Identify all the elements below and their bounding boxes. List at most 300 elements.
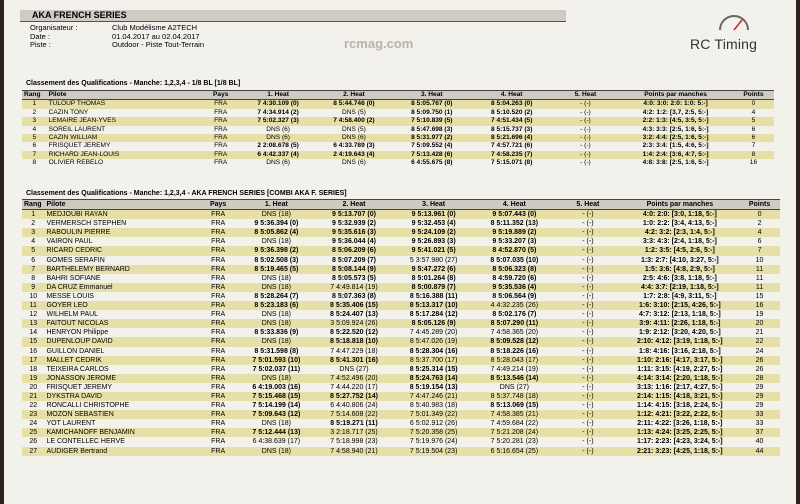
cell-h1: 9 5:36.398 (2) (254, 247, 299, 255)
cell-points: 3:2: 4:4: [2:5, 1:6, 5:-] (642, 134, 709, 142)
cell-pilot: BARTHELEMY BERNARD (46, 265, 130, 273)
cell-points: 2:11: 4:22: [3:26, 1:18, 5:-] (637, 420, 723, 428)
column-header-h5: 5. Heat (553, 91, 619, 100)
cell-rank: 17 (29, 356, 38, 364)
cell-h3: 8 5:40.983 (18) (409, 402, 458, 410)
cell-h1: DNS (18) (261, 374, 291, 382)
cell-points: 1:9: 2:12: [3:20, 4:20, 5:-] (638, 329, 721, 337)
cell-pilot: JONASSON JEROME (46, 374, 117, 382)
cell-total: 26 (755, 356, 764, 364)
cell-h4: 8 5:09.528 (12) (490, 338, 539, 346)
cell-h2: 7 4:58.940 (21) (330, 447, 378, 455)
table-row (22, 428, 780, 437)
column-header-h3: 3. Heat (393, 91, 471, 100)
cell-h2: 8 5:07.209 (7) (332, 256, 376, 264)
table-row (22, 228, 780, 237)
cell-h1: DNS (6) (266, 125, 290, 133)
cell-h4: 8 5:21.696 (4) (490, 134, 533, 142)
cell-h1: 8 5:19.465 (5) (254, 265, 299, 273)
cell-points: 1:12: 4:21: [3:22, 2:22, 5:-] (637, 411, 723, 419)
cell-rank: 8 (31, 274, 36, 282)
cell-country: FRA (214, 125, 228, 133)
cell-points: 2:2: 1:3: [4:5, 3:5, 5:-] (642, 117, 709, 125)
cell-country: FRA (211, 292, 226, 300)
cell-h1: DNS (18) (261, 447, 291, 455)
cell-h2: 3 5:09.924 (26) (330, 320, 378, 328)
cell-total: 6 (751, 125, 756, 133)
cell-h5: - (-) (582, 347, 594, 355)
table-row (22, 319, 780, 328)
cell-total: 19 (755, 311, 764, 319)
cell-h4: 6 5:16.654 (25) (490, 447, 539, 455)
cell-h1: 7 5:09.643 (12) (252, 411, 301, 419)
table-row (22, 274, 780, 283)
track-value: Outdoor - Piste Tout-Terrain (112, 40, 204, 50)
cell-rank: 13 (29, 320, 38, 328)
cell-h4: 7 4:59.684 (22) (490, 420, 539, 428)
cell-points: 4:8: 3:8: [2:5, 1:6, 5:-] (642, 159, 709, 167)
cell-h5: - (-) (582, 374, 594, 382)
cell-h5: - (-) (580, 125, 591, 133)
cell-h5: - (-) (580, 142, 591, 150)
cell-country: FRA (211, 211, 226, 219)
cell-h2: 7 4:44.220 (17) (330, 383, 378, 391)
cell-h5: - (-) (582, 420, 594, 428)
cell-h5: - (-) (582, 311, 594, 319)
table-row (22, 126, 774, 134)
cell-rank: 27 (29, 447, 38, 455)
results-table-combi-aka (22, 199, 780, 456)
cell-h3: 8 5:00.879 (7) (411, 283, 456, 291)
cell-points: 4:2: 3:2: [2:3, 1:4, 5:-] (644, 229, 715, 237)
cell-country: FRA (211, 283, 226, 291)
cell-country: FRA (214, 134, 228, 142)
column-header-h3: 3. Heat (394, 200, 474, 210)
table-row (22, 301, 780, 310)
cell-h3: 7 4:45.289 (20) (409, 329, 458, 337)
cell-rank: 16 (29, 347, 38, 355)
cell-total: 7 (757, 247, 762, 255)
cell-country: FRA (211, 420, 226, 428)
cell-h3: 8 5:09.750 (1) (411, 108, 453, 116)
cell-points: 1:2: 3:5: [4:5, 2:6, 5:-] (644, 247, 715, 255)
cell-rank: 20 (29, 383, 38, 391)
cell-h2: 6 4:40.806 (24) (330, 402, 378, 410)
cell-h4: 7 4:49.214 (19) (490, 365, 539, 373)
cell-country: FRA (211, 383, 226, 391)
cell-country: FRA (211, 274, 226, 282)
cell-total: 16 (749, 159, 758, 167)
cell-country: FRA (211, 311, 226, 319)
cell-h4: 7 4:51.434 (5) (490, 117, 533, 125)
cell-h2: 8 5:41.301 (16) (330, 356, 378, 364)
cell-h4: 8 5:13.546 (14) (490, 374, 539, 382)
cell-h3: 8 5:25.314 (15) (409, 365, 458, 373)
cell-rank: 2 (31, 220, 36, 228)
cell-h5: - (-) (582, 383, 594, 391)
cell-h3: 9 5:47.272 (6) (411, 265, 456, 273)
cell-h1: DNS (6) (266, 159, 290, 167)
cell-country: FRA (211, 329, 226, 337)
cell-h2: 2 4:19.643 (4) (333, 150, 375, 158)
cell-country: FRA (211, 320, 226, 328)
cell-h1: DNS (18) (261, 420, 291, 428)
cell-rank: 7 (32, 150, 37, 158)
cell-total: 6 (751, 134, 756, 142)
cell-rank: 4 (31, 238, 36, 246)
table-row (22, 210, 780, 220)
watermark-text: rcmag.com (344, 36, 414, 51)
cell-h1: 7 4:30.109 (0) (257, 100, 299, 108)
series-title: AKA FRENCH SERIES (32, 10, 127, 20)
cell-h2: DNS (27) (339, 365, 369, 373)
cell-h3: 8 5:17.284 (12) (409, 311, 458, 319)
cell-h3: 8 5:05.126 (9) (411, 320, 456, 328)
cell-h5: - (-) (582, 274, 594, 282)
cell-h1: DNS (18) (261, 311, 291, 319)
cell-country: FRA (211, 356, 226, 364)
cell-total: 24 (755, 347, 764, 355)
cell-h5: - (-) (582, 220, 594, 228)
cell-h2: 8 5:22.520 (12) (330, 329, 378, 337)
cell-points: 1:7: 2:8: [4:9, 3:11, 5:-] (643, 292, 717, 300)
cell-h1: DNS (18) (261, 283, 291, 291)
cell-h5: - (-) (582, 402, 594, 410)
cell-h2: 8 5:19.271 (11) (330, 420, 378, 428)
cell-rank: 12 (29, 311, 38, 319)
cell-country: FRA (211, 411, 226, 419)
cell-pilot: DA CRUZ Emmanuel (46, 283, 113, 291)
cell-total: 44 (755, 447, 764, 455)
cell-h3: 8 5:31.977 (2) (411, 134, 453, 142)
results-sheet (4, 0, 796, 504)
cell-points: 1:6: 3:10: [2:15, 4:26, 5:-] (638, 302, 721, 310)
cell-h4: 8 5:06.323 (8) (492, 265, 537, 273)
cell-h3: 8 5:24.763 (14) (409, 374, 458, 382)
cell-pilot: MALLET CEDRIK (46, 356, 102, 364)
cell-country: FRA (214, 100, 228, 108)
cell-rank: 24 (29, 420, 38, 428)
cell-h3: 7 5:19.976 (24) (409, 438, 458, 446)
cell-pilot: LE CONTELLEC HERVE (46, 438, 125, 446)
cell-rank: 26 (29, 438, 38, 446)
cell-h2: 8 5:06.209 (6) (332, 247, 376, 255)
table-row (22, 347, 780, 356)
cell-country: FRA (214, 117, 228, 125)
section1-title: Classement des Qualifications - Manche: 1,2,3,4 - 1/8 BL [1/8 BL] (26, 80, 241, 87)
cell-points: 1:10: 2:16: [4:17, 3:17, 5:-] (637, 356, 723, 364)
cell-h4: 9 5:35.536 (4) (492, 283, 537, 291)
cell-h2: 8 5:44.746 (0) (333, 100, 375, 108)
cell-country: FRA (214, 108, 228, 116)
cell-h5: - (-) (582, 365, 594, 373)
cell-h2: DNS (5) (342, 125, 366, 133)
cell-country: FRA (211, 429, 226, 437)
table-row (22, 437, 780, 446)
cell-rank: 4 (32, 125, 37, 133)
cell-total: 4 (751, 108, 756, 116)
cell-h4: 7 4:58.385 (21) (490, 411, 539, 419)
cell-h4: 9 5:33.207 (3) (492, 238, 537, 246)
column-header-pilot: Pilote (44, 200, 197, 210)
column-header-points: Points par manches (621, 200, 740, 210)
table-row (22, 392, 780, 401)
section2-title: Classement des Qualifications - Manche: 1,2,3,4 - AKA FRENCH SERIES [COMBI AKA F. SERIES] (26, 190, 347, 197)
cell-country: FRA (211, 229, 226, 237)
cell-h5: - (-) (582, 229, 594, 237)
cell-points: 2:21: 3:23: [4:25, 1:18, 5:-] (637, 447, 723, 455)
cell-points: 4:3: 3:3: [2:5, 1:6, 5:-] (642, 125, 709, 133)
cell-total: 0 (751, 100, 756, 108)
cell-rank: 22 (29, 402, 38, 410)
cell-h4: 8 5:02.176 (7) (492, 311, 537, 319)
cell-h1: 8 5:02.508 (3) (254, 256, 299, 264)
cell-h5: - (-) (582, 320, 594, 328)
cell-country: FRA (211, 438, 226, 446)
cell-h4: 7 4:58.235 (7) (490, 150, 533, 158)
cell-total: 7 (751, 142, 756, 150)
cell-h2: 7 4:47.229 (18) (330, 347, 378, 355)
cell-pilot: TEIXEIRA CARLOS (46, 365, 109, 373)
cell-h5: - (-) (582, 429, 594, 437)
cell-h5: - (-) (580, 150, 591, 158)
cell-h2: 8 5:08.144 (9) (332, 265, 376, 273)
cell-total: 0 (757, 211, 762, 219)
cell-h4: DNS (27) (499, 383, 529, 391)
cell-h1: DNS (18) (261, 211, 291, 219)
cell-h1: 7 5:15.468 (15) (252, 392, 301, 400)
table-row (22, 365, 780, 374)
cell-points: 3:3: 4:3: [2:4, 1:18, 5:-] (642, 238, 717, 246)
cell-pilot: GOMES SERAFIN (46, 256, 105, 264)
cell-h2: 8 5:24.407 (13) (330, 311, 378, 319)
cell-h4: 7 4:58.365 (20) (490, 329, 539, 337)
cell-pilot: VAIRON PAUL (46, 238, 93, 246)
cell-rank: 6 (31, 256, 36, 264)
cell-pilot: CAZIN TONY (48, 108, 89, 116)
cell-rank: 15 (29, 338, 38, 346)
cell-rank: 9 (31, 283, 36, 291)
cell-total: 10 (755, 256, 764, 264)
cell-h1: 8 5:28.264 (7) (254, 292, 299, 300)
cell-h5: - (-) (582, 438, 594, 446)
cell-pilot: RONCALLI CHRISTOPHE (46, 402, 130, 410)
cell-h4: 8 5:15.737 (3) (490, 125, 533, 133)
cell-h5: - (-) (582, 338, 594, 346)
cell-h2: DNS (5) (342, 108, 366, 116)
cell-h4: 9 5:07.443 (0) (492, 211, 537, 219)
cell-h1: DNS (18) (261, 338, 291, 346)
cell-pilot: SOREIL LAURENT (48, 125, 106, 133)
cell-h3: 8 5:47.026 (19) (409, 338, 458, 346)
cell-h1: 7 5:02.037 (11) (252, 365, 301, 373)
cell-country: FRA (214, 159, 228, 167)
cell-h4: 8 5:07.035 (10) (490, 256, 539, 264)
cell-pilot: LEMAIRE JEAN-YVES (48, 117, 116, 125)
cell-country: FRA (214, 142, 228, 150)
cell-pilot: MESSE LOUIS (46, 292, 94, 300)
cell-h1: 6 4:38.639 (17) (252, 438, 301, 446)
cell-h3: 5 3:57.980 (27) (409, 256, 458, 264)
cell-total: 8 (751, 150, 756, 158)
cell-rank: 18 (29, 365, 38, 373)
column-header-h2: 2. Heat (314, 200, 394, 210)
cell-h2: DNS (6) (342, 134, 366, 142)
organizer-value: Club Modélisme A2TECH (112, 23, 198, 32)
cell-h5: - (-) (582, 356, 594, 364)
cell-country: FRA (211, 302, 226, 310)
cell-h2: 8 5:27.752 (14) (330, 392, 378, 400)
cell-h1: 7 5:12.444 (13) (252, 429, 301, 437)
cell-pilot: WILHELM PAUL (46, 311, 99, 319)
cell-h4: 8 5:28.043 (17) (490, 356, 539, 364)
cell-h2: DNS (6) (342, 159, 366, 167)
table-row (22, 117, 774, 125)
cell-h1: 9 5:36.394 (0) (254, 220, 299, 228)
table-row (22, 447, 780, 456)
table-row (22, 219, 780, 228)
cell-h3: 7 5:20.358 (25) (409, 429, 458, 437)
table-row (22, 159, 774, 167)
cell-h1: DNS (18) (261, 320, 291, 328)
cell-points: 1:4: 2:4: [3:6, 4:7, 5:-] (642, 150, 709, 158)
cell-total: 28 (755, 374, 764, 382)
cell-h5: - (-) (580, 159, 591, 167)
cell-h4: 8 5:11.352 (13) (490, 220, 539, 228)
cell-country: FRA (211, 247, 226, 255)
cell-total: 15 (755, 292, 764, 300)
rc-timing-logo: RC Timing (690, 36, 758, 52)
cell-country: FRA (211, 256, 226, 264)
cell-rank: 1 (31, 211, 36, 219)
cell-total: 4 (757, 229, 762, 237)
cell-total: 21 (755, 329, 764, 337)
cell-h2: 7 4:52.496 (20) (330, 374, 378, 382)
cell-h1: 8 5:05.862 (4) (254, 229, 299, 237)
table-row (22, 310, 780, 319)
cell-rank: 5 (32, 134, 37, 142)
cell-pilot: OLIVIER REBELO (48, 159, 104, 167)
cell-total: 11 (755, 265, 764, 273)
table-row (22, 151, 774, 159)
cell-pilot: FAITOUT NICOLAS (46, 320, 109, 328)
date-label: Date : (30, 31, 51, 41)
cell-points: 2:14: 1:15: [4:18, 3:21, 5:-] (637, 392, 723, 400)
column-header-h5: 5. Heat (555, 200, 620, 210)
cell-h5: - (-) (580, 134, 591, 142)
column-header-total: Points (733, 91, 774, 100)
cell-h5: - (-) (580, 117, 591, 125)
cell-h1: 7 5:02.327 (3) (257, 117, 299, 125)
event-info (30, 24, 204, 50)
cell-h3: 6 5:02.912 (26) (409, 420, 458, 428)
column-header-h2: 2. Heat (315, 91, 393, 100)
cell-h1: DNS (6) (266, 134, 290, 142)
cell-pilot: YOT LAURENT (46, 420, 96, 428)
cell-h4: 7 4:57.721 (6) (490, 142, 533, 150)
cell-country: FRA (211, 374, 226, 382)
cell-rank: 6 (32, 142, 37, 150)
cell-rank: 10 (29, 292, 38, 300)
cell-country: FRA (211, 365, 226, 373)
table-row (22, 283, 780, 292)
cell-total: 11 (755, 283, 764, 291)
cell-country: FRA (211, 265, 226, 273)
cell-pilot: HENRYON Philippe (46, 329, 109, 337)
table-row (22, 328, 780, 337)
cell-rank: 8 (32, 159, 37, 167)
cell-pilot: RICHARD JEAN-LOUIS (48, 150, 120, 158)
cell-rank: 2 (32, 108, 37, 116)
cell-points: 1:17: 2:23: [4:23, 3:24, 5:-] (637, 438, 723, 446)
cell-h4: 8 5:04.263 (0) (490, 100, 533, 108)
cell-h4: 8 5:07.290 (11) (490, 320, 539, 328)
cell-country: FRA (211, 220, 226, 228)
cell-rank: 3 (31, 229, 36, 237)
cell-h4: 8 5:13.069 (15) (490, 402, 539, 410)
cell-points: 4:0: 3:0: 2:0: 1:0: 5:-] (643, 100, 708, 108)
cell-h2: 7 5:14.608 (22) (330, 411, 378, 419)
cell-points: 1:13: 4:24: [3:25, 2:25, 5:-] (637, 429, 723, 437)
cell-h4: 7 5:20.281 (23) (490, 438, 539, 446)
cell-h5: - (-) (582, 265, 594, 273)
results-table-1-8-bl (22, 90, 774, 168)
cell-h3: 8 5:05.767 (0) (411, 100, 453, 108)
series-header-bar (20, 10, 566, 22)
cell-h1: 7 5:14.199 (14) (252, 402, 301, 410)
cell-h4: 8 5:18.226 (16) (490, 347, 539, 355)
cell-pilot: TULOUP THOMAS (48, 100, 106, 108)
cell-h1: DNS (18) (261, 238, 291, 246)
cell-h4: 8 5:06.564 (9) (492, 292, 537, 300)
column-header-pilot: Pilote (47, 91, 201, 100)
table-row (22, 292, 780, 301)
cell-h4: 9 5:19.889 (2) (492, 229, 537, 237)
cell-total: 11 (755, 274, 764, 282)
table-row (22, 134, 774, 142)
cell-h1: 8 5:33.836 (9) (254, 329, 299, 337)
cell-total: 16 (755, 302, 764, 310)
cell-total: 2 (757, 220, 762, 228)
cell-total: 22 (755, 338, 764, 346)
cell-h5: - (-) (580, 108, 591, 116)
cell-pilot: RABOULIN PIERRE (46, 229, 111, 237)
cell-points: 4:14: 3:14: [2:20, 1:18, 5:-] (637, 374, 723, 382)
cell-points: 1:11: 3:15: [4:19, 2:27, 5:-] (637, 365, 723, 373)
cell-h2: 8 5:18.818 (10) (330, 338, 378, 346)
table-row (22, 265, 780, 274)
cell-rank: 14 (29, 329, 38, 337)
table-row (22, 246, 780, 255)
cell-h1: 8 5:23.183 (6) (254, 302, 299, 310)
cell-h1: 7 5:01.593 (10) (252, 356, 301, 364)
cell-h1: 6 4:19.003 (16) (252, 383, 301, 391)
cell-h1: 2 2:08.678 (5) (257, 142, 299, 150)
cell-h2: 8 5:05.573 (5) (332, 274, 376, 282)
cell-h4: 8 4:52.870 (5) (492, 247, 537, 255)
cell-points: 1:14: 4:15: [3:18, 2:24, 5:-] (637, 402, 723, 410)
column-header-h4: 4. Heat (471, 91, 553, 100)
cell-h5: - (-) (580, 100, 591, 108)
cell-h3: 8 5:01.264 (8) (411, 274, 456, 282)
cell-points: 4:2: 1:2: [3,7, 2:5, 5:-] (642, 108, 709, 116)
table-row (22, 356, 780, 365)
cell-points: 1:0: 2:2: [3:4, 4:13, 5:-] (642, 220, 717, 228)
cell-pilot: DYKSTRA DAVID (46, 392, 102, 400)
cell-rank: 11 (29, 302, 37, 310)
cell-pilot: GOYER LEO (46, 302, 88, 310)
table-row (22, 109, 774, 117)
